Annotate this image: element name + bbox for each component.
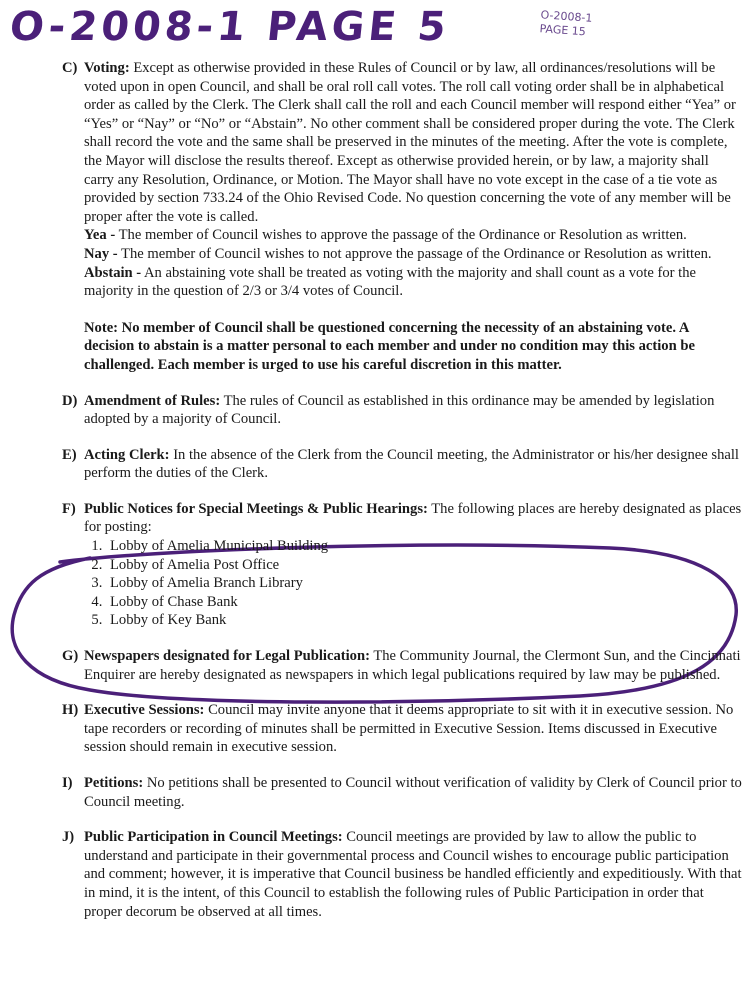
section-label: G) [62,648,79,665]
section-text: The Community Journal, the Clermont Sun, and the Cincinnati Enquirer are hereby designated as newspapers in which legal publications required by law may be published. [84,648,741,683]
document-body [62,59,742,921]
section-h-executive-sessions [62,701,742,757]
section-g-newspapers [62,647,742,684]
section-heading: Amendment of Rules: [84,392,221,409]
section-text: The following places are hereby designated as places for posting: [84,500,742,536]
list-item: 5. Lobby of Key Bank [106,611,742,630]
definition-yea [84,226,742,245]
section-label: H) [62,702,79,719]
term-label: Yea - [84,227,116,244]
definition-abstain [84,264,742,301]
section-text: Except as otherwise provided in these Rules of Council or by law, all ordinances/resolutions will be voted upon in open Council, and shall be oral roll call votes. The roll call voting order shall be in alphabetical order as called by the Clerk. The Clerk shall call the roll and each Council member will respond either “Yea” or “Yes” or “Nay” or “No” or “Abstain”. No other comment shall be considered proper during the vote. The Clerk shall record the vote and the same shall be preserved in the minutes of the meeting. After the vote is complete, the Mayor will disclose the results thereof. Except as otherwise provided herein, or by law, a majority shall carry any Resolution, Ordinance, or Motion. The Mayor shall have no vote except in the case of a tie vote as provided by section 733.24 of the Ohio Revised Code. No question concerning the vote of any member will be proper after the vote is called. [84,60,736,225]
section-text: Council meetings are provided by law to allow the public to understand and participate in their governmental process and Council wishes to encourage public participation and comment; however, it is imperative that Council business be handled efficiently and expeditiously. With that in mind, it is the intent, of this Council to establish the following rules of Public Participation in order that proper decorum be observed at all times. [84,829,742,920]
term-text: The member of Council wishes to not approve the passage of the Ordinance or Resolution as written. [121,245,712,262]
list-item: 1. Lobby of Amelia Municipal Building [106,537,742,556]
handwritten-page-note: O-2008-1 PAGE 15 [539,8,593,39]
section-label: F) [62,500,76,517]
section-text: The rules of Council as established in this ordinance may be amended by legislation adopted by a majority of Council. [84,392,715,428]
section-label: D) [62,392,78,409]
section-d-amendment [62,392,742,429]
term-text: An abstaining vote shall be treated as voting with the majority and shall count as a vote for the majority in the question of 2/3 or 3/4 votes of Council. [84,264,697,300]
section-label: E) [62,446,77,463]
abstain-note: Note: No member of Council shall be questioned concerning the necessity of an abstaining vote. A decision to abstain is a matter personal to each member and under no condition may this action be challenged. Each member is urged to use his careful discretion in this matter. [84,319,695,373]
section-heading: Public Participation in Council Meetings: [84,829,343,846]
section-e-acting-clerk [62,446,742,483]
section-i-petitions [62,774,742,811]
section-label: J) [62,829,75,846]
section-heading: Newspapers designated for Legal Publication: [84,648,370,665]
section-text: In the absence of the Clerk from the Council meeting, the Administrator or his/her designee shall perform the duties of the Clerk. [84,446,739,482]
section-heading: Executive Sessions: [84,702,205,719]
section-c-voting [62,59,742,375]
section-heading: Public Notices for Special Meetings & Public Hearings: [84,500,428,517]
section-f-public-notices [62,500,742,630]
handwritten-header: O-2008-1 PAGE 5 [7,4,452,50]
section-heading: Petitions: [84,775,144,791]
section-label: I) [62,775,73,791]
list-item: 3. Lobby of Amelia Branch Library [106,574,742,593]
section-heading: Acting Clerk: [84,446,170,463]
list-item: 2. Lobby of Amelia Post Office [106,556,742,575]
term-text: The member of Council wishes to approve the passage of the Ordinance or Resolution as written. [118,227,687,244]
posting-places-list [84,537,742,630]
section-text: No petitions shall be presented to Council without verification of validity by Clerk of Council prior to Council meeting. [84,775,742,810]
section-label: C) [62,60,78,76]
section-text: Council may invite anyone that it deems appropriate to sit with it in executive session. No tape recorders or recording of minutes shall be permitted in Executive Session. Items discussed in Executive session should remain in executive session. [84,702,734,756]
term-label: Nay - [84,245,118,262]
section-j-public-participation [62,828,742,921]
section-heading: Voting: [84,60,130,76]
list-item: 4. Lobby of Chase Bank [106,593,742,612]
definition-nay [84,245,742,264]
term-label: Abstain - [84,264,142,281]
